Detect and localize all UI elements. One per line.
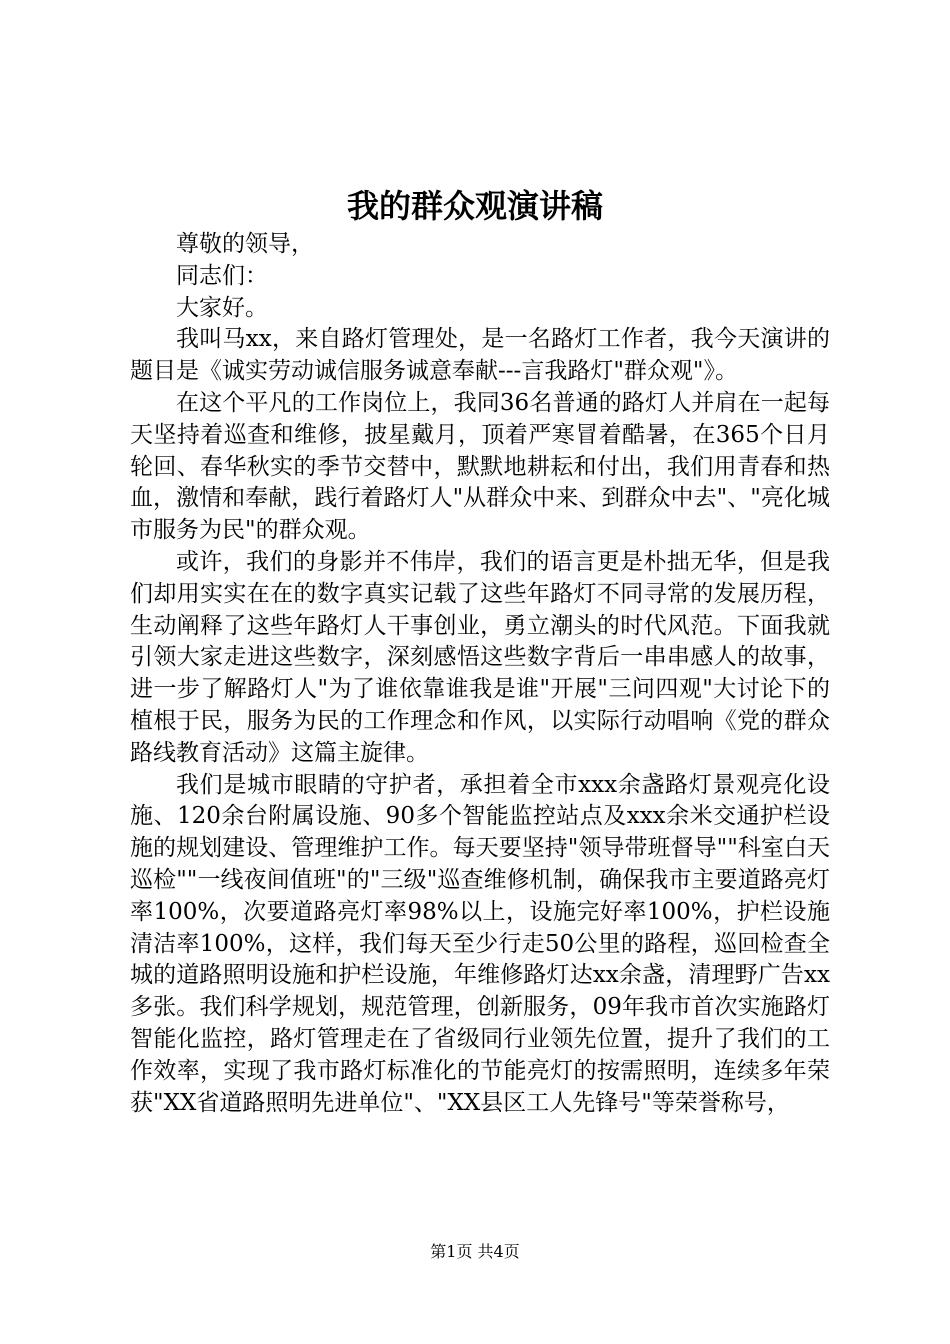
salutation-leaders: 尊敬的领导， <box>176 231 314 257</box>
paragraph-intro: 我叫马xx，来自路灯管理处，是一名路灯工作者，我今天演讲的题目是《诚实劳动诚信服务诚意奉献---言我路灯"群众观"》。 <box>130 326 830 385</box>
salutation-comrades: 同志们： <box>176 262 268 289</box>
paragraph-work: 在这个平凡的工作岗位上，我同36名普通的路灯人并肩在一起每天坚持着巡查和维修，披星戴月，顶着严寒冒着酷暑，在365个日月轮回、春华秋实的季节交替中，默默地耕耘和付出，我们用青春和热血，激情和奉献，践行着路灯人"从群众中来、到群众中去"、"亮化城市服务为民"的群众观。 <box>130 389 830 544</box>
paragraph-guardians: 我们是城市眼睛的守护者，承担着全市xxx余盏路灯景观亮化设施、120余台附属设施、90多个智能监控站点及xxx余米交通护栏设施的规划建设、管理维护工作。每天要坚持"领导带班督导""科室白天巡检""一线夜间值班"的"三级"巡查维修机制，确保我市主要道路亮灯率100%，次要道路亮灯率98%以上，设施完好率100%，护栏设施清洁率100%，这样，我们每天至少行走50公里的路程，巡回检查全城的道路照明设施和护栏设施，年维修路灯达xx余盏，清理野广告xx多张。我们科学规划，规范管理，创新服务，09年我市首次实施路灯智能化监控，路灯管理走在了省级同行业领先位置，提升了我们的工作效率，实现了我市路灯标准化的节能亮灯的按需照明，连续多年荣获"XX省道路照明先进单位"、"XX县区工人先锋号"等荣誉称号， <box>130 771 830 1116</box>
paragraph-numbers: 或许，我们的身影并不伟岸，我们的语言更是朴拙无华，但是我们却用实实在在的数字真实记载了这些年路灯不同寻常的发展历程，生动阐释了这些年路灯人干事创业，勇立潮头的时代风范。下面我就引领大家走进这些数字，深刻感悟这些数字背后一串串感人的故事，进一步了解路灯人"为了谁依靠谁我是谁"开展"三问四观"大讨论下的植根于民，服务为民的工作理念和作风，以实际行动唱响《党的群众路线教育活动》这篇主旋律。 <box>130 548 830 766</box>
document-body <box>130 229 830 1119</box>
greeting: 大家好。 <box>176 294 268 321</box>
page-footer: 第1页 共4页 <box>430 1242 520 1261</box>
document-title: 我的群众观演讲稿 <box>346 187 603 225</box>
